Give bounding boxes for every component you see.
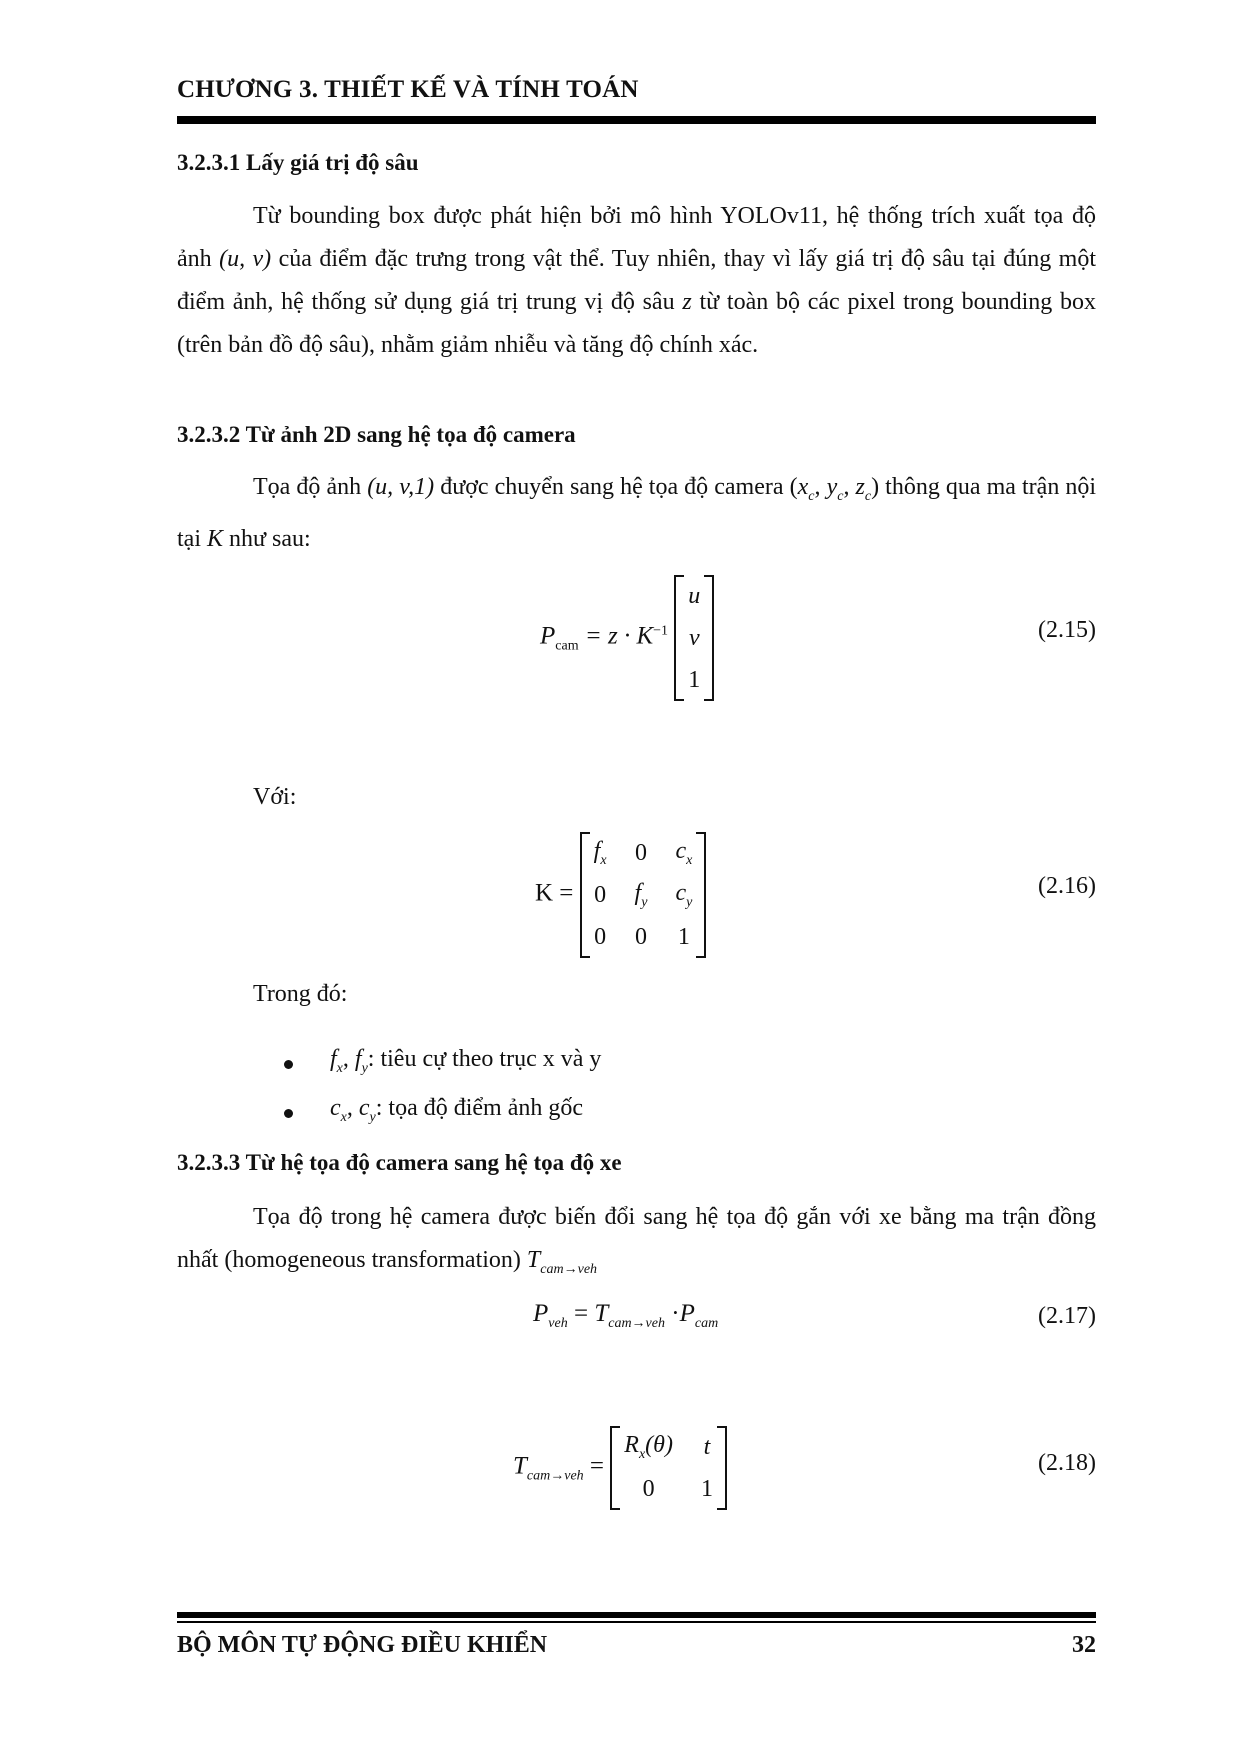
where-label: Trong đó: (253, 981, 348, 1007)
paragraph-vehicle: Tọa độ trong hệ camera được biến đổi sang hệ tọa độ gắn với xe bằng ma trận đồng nhất (homogeneous transformation) $T_{cam\to veh}$ (177, 1204, 1096, 1277)
math-z: z (682, 289, 692, 315)
math-uv: (u, v) (219, 246, 272, 272)
section-heading-3-2-3-2: 3.2.3.2 Từ ảnh 2D sang hệ tọa độ camera (177, 422, 576, 447)
footer-rule (177, 1612, 1096, 1618)
equation-2-18: $T_{cam\to veh}$ = $R_x(\theta)$ t 0 1 (513, 1426, 727, 1510)
text: từ toàn bộ các pixel trong bounding box (trên bản đồ độ sâu), nhằm giảm nhiễu và tăng độ chính xác. (177, 289, 1097, 358)
with-label: Với: (253, 784, 297, 810)
equation-number-2-15: (2.15) (1038, 617, 1096, 643)
math-K: K (207, 525, 224, 552)
bullet-dot (284, 1109, 293, 1118)
text: Tọa độ trong hệ camera được biến đổi sang hệ tọa độ gắn với xe bằng ma trận đồng nhất (homogeneous transformation) (177, 1204, 1096, 1273)
chapter-title: CHƯƠNG 3. THIẾT KẾ VÀ TÍNH TOÁN (177, 76, 639, 103)
header-rule (177, 116, 1096, 124)
footer-rule-thin (177, 1621, 1096, 1623)
equation-number-2-16: (2.16) (1038, 873, 1096, 899)
equation-2-17: $P_{veh} = T_{cam\to veh} \cdot P_{cam}$ (533, 1300, 719, 1331)
math-uv1: (u, v,1) (367, 474, 435, 500)
text: Tọa độ ảnh (253, 474, 362, 500)
section-heading-3-2-3-1: 3.2.3.1 Lấy giá trị độ sâu (177, 150, 419, 175)
equation-number-2-17: (2.17) (1038, 1303, 1096, 1329)
paragraph-camera (177, 466, 1096, 561)
equation-2-16: K = $f_x$ 0 $c_x$ 0 $f_y$ $c_y$ 0 0 1 (535, 832, 706, 958)
transform-matrix: $R_x(\theta)$ t 0 1 (610, 1426, 727, 1510)
text: Từ bounding box được phát hiện bởi mô hình YOLOv11, hệ thống trích xuất tọa độ ảnh (177, 203, 1096, 272)
math-T: T (526, 1247, 541, 1273)
text: như sau: (229, 525, 311, 552)
text: của điểm đặc trưng trong vật thể. Tuy nhiên, thay vì lấy giá trị độ sâu tại đúng một điểm ảnh, hệ thống sử dụng giá trị trung vị độ sâu (177, 246, 1097, 315)
equation-2-15: $P_{cam} = z \cdot K^{-1}$ u v 1 (540, 575, 714, 701)
math-camera-coords: ($x_c$, $y_c$, $z_c$) (789, 474, 880, 504)
equation-number-2-18: (2.18) (1038, 1450, 1096, 1476)
paragraph-depth (177, 195, 1096, 367)
bullet-dot (284, 1060, 293, 1069)
eq215-rhs: = z · K (584, 622, 654, 650)
text: được chuyển sang hệ tọa độ camera (440, 474, 784, 500)
vector-uv1: u v 1 (674, 575, 714, 701)
text: thông qua ma trận nội tại (177, 474, 1097, 552)
intrinsic-matrix: $f_x$ 0 $c_x$ 0 $f_y$ $c_y$ 0 0 1 (580, 832, 707, 958)
section-heading-3-2-3-3: 3.2.3.3 Từ hệ tọa độ camera sang hệ tọa độ xe (177, 1150, 622, 1175)
page-number: 32 (1072, 1632, 1096, 1658)
footer-department: BỘ MÔN TỰ ĐỘNG ĐIỀU KHIỂN (177, 1632, 548, 1658)
